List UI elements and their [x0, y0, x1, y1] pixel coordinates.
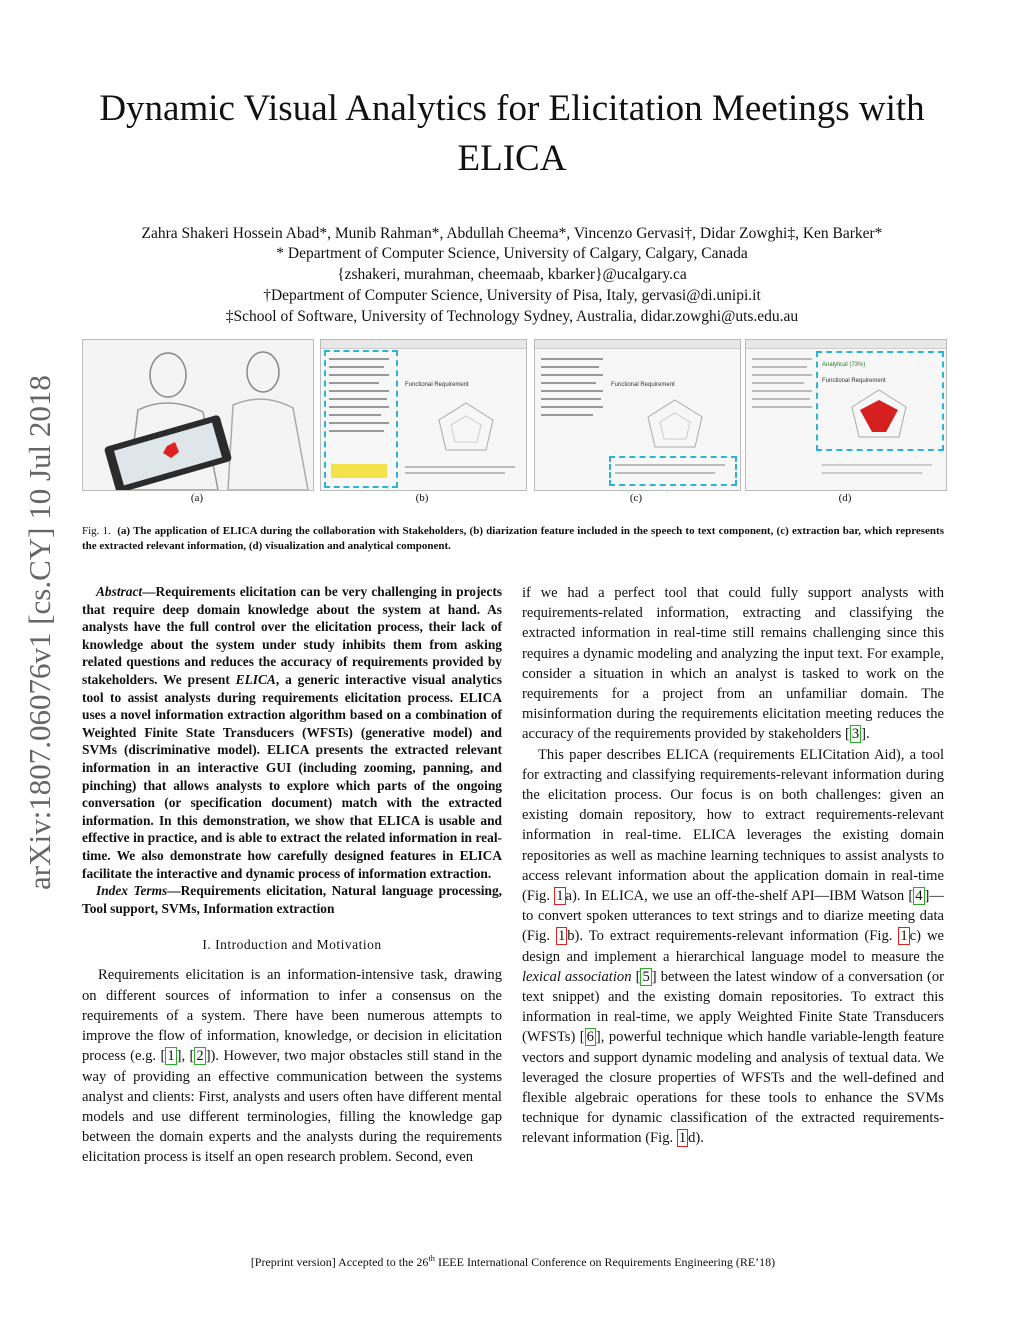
panel-b-heading: Functional Requirement	[405, 382, 469, 388]
preprint-footer: [Preprint version] Accepted to the 26th IEEE International Conference on Requirements Engineering (RE’18)	[250, 1254, 776, 1269]
left-column	[82, 583, 502, 1168]
citation-link[interactable]: 6	[586, 1029, 594, 1046]
radar-chart-icon	[431, 398, 501, 458]
abstract-label: Abstract	[96, 584, 143, 599]
section-heading-introduction: I. Introduction and Motivation	[202, 937, 382, 953]
author-list: Zahra Shakeri Hossein Abad*, Munib Rahman*, Abdullah Cheema*, Vincenzo Gervasi†, Didar Zowghi‡, Ken Barker*	[141, 225, 883, 242]
arxiv-stamp: arXiv:1807.06076v1 [cs.CY] 10 Jul 2018	[22, 375, 57, 890]
citation-link[interactable]: 2	[196, 1048, 204, 1065]
figure-sublabel-d: (d)	[838, 492, 852, 504]
citation-link[interactable]: 3	[851, 726, 860, 743]
citation-link[interactable]: 1	[167, 1048, 175, 1065]
intro-paragraph-2: This paper describes ELICA (requirements ELICitation Aid), a tool for extracting and classifying requirements-relevant information during the elicitation process. Our focus is on both challenges: given an existing domain repository, how to extract requirements-relevant information in real-time. ELICA leverages the existing domain repositories as well as machine learning techniques to assist analysts to access relevant information about the application domain in real-time (Fig. 1 a). In ELICA, we use an off-the-shelf API—IBM Watson [ 4 ]— to convert spoken utterances to text strings and to diarize meeting data (Fig. 1 b). To extract requirements-relevant information (Fig. 1 c) we design and implement a hierarchical language model to measure the lexical association [ 5 ] between the latest window of a conversation (or text snippet) and the existing domain repositories. To extract this information in real-time, we apply Weighted Finite State Transducers (WFSTs) [ 6 ], powerful technique which handle variable-length feature vectors and support dynamic modeling and analysis of textual data. We leveraged the closure properties of WFSTs and the well-defined and flexible algebraic operations for these tools to enhance the SVMs technique for dynamic classification of the extracted requirements-relevant information (Fig. 1 d).	[522, 746, 945, 1147]
affiliation-pisa: †Department of Computer Science, University of Pisa, Italy, gervasi@di.unipi.it	[263, 287, 761, 304]
citation-link[interactable]: 4	[915, 888, 923, 905]
figure-panel-c	[534, 339, 741, 491]
intro-paragraph-1: Requirements elicitation is an information-intensive task, drawing on different sources of information to infer a consensus on the requirements of a system. There have been numerous attempts to improve the flow of information, knowledge, or decision in elicitation process (e.g. [ 1 ], [ 2 ]). However, two major obstacles still stand in the way of providing an effective communication between the systems analyst and clients: First, analysts and users often have different mental models and use different terminologies, filling the knowledge gap between the domain experts and the analysts during the requirements elicitation process is itself an open research problem. Second, even	[82, 967, 502, 1166]
figure-panel-d	[745, 339, 947, 491]
elica-name: ELICA	[235, 671, 276, 687]
figure-link[interactable]: 1	[678, 1130, 687, 1147]
figure-sublabel-c: (c)	[629, 492, 643, 504]
citation-link[interactable]: 5	[642, 968, 650, 985]
lexical-association-term: lexical association	[522, 968, 632, 985]
panel-d-badge: Analytical (73%)	[822, 362, 866, 368]
emails-calgary: {zshakeri, murahman, cheemaab, kbarker}@ucalgary.ca	[337, 266, 687, 283]
index-terms: Index Terms—Requirements elicitation, Natural language processing, Tool support, SVMs, Information extraction	[82, 883, 503, 916]
figure-sublabel-a: (a)	[190, 492, 204, 504]
index-terms-label: Index Terms	[96, 883, 168, 899]
caption-prefix: Fig. 1.	[82, 525, 111, 537]
figure-panel-b	[320, 339, 527, 491]
right-column	[522, 583, 944, 1149]
caption-text: (a) The application of ELICA during the collaboration with Stakeholders, (b) diarization feature included in the speech to text component, (c) extraction bar, which represents the extracted relevant information, (d) visualization and analytical component.	[82, 525, 944, 552]
panel-d-heading: Functional Requirement	[822, 378, 886, 384]
intro-paragraph-1-cont: if we had a perfect tool that could fully support analysts with requirements-related information, extracting and classifying the extracted information in real-time still remains challenging since this requires a dynamic modeling and analyzing the input text. For example, consider a situation in which an analyst is tasked to work on the requirements for a project from an unfamiliar domain. The misinformation during the requirements elicitation meeting reduces the accuracy of the requirements provided by stakeholders [ 3 ].	[522, 585, 944, 743]
figure-link[interactable]: 1	[557, 928, 566, 945]
affiliation-uts: ‡School of Software, University of Technology Sydney, Australia, didar.zowghi@uts.edu.au	[225, 308, 799, 325]
paper-title: Dynamic Visual Analytics for Elicitation Meetings with ELICA	[99, 88, 925, 179]
figure-panel-a	[82, 339, 314, 491]
figure-link[interactable]: 1	[556, 888, 564, 905]
figure-sublabel-b: (b)	[415, 492, 429, 504]
panel-c-heading: Functional Requirement	[611, 382, 675, 388]
figure-caption	[82, 524, 944, 554]
affiliation-calgary: * Department of Computer Science, University of Calgary, Calgary, Canada	[276, 245, 748, 262]
stakeholder-meeting-sketch	[83, 340, 313, 490]
radar-chart-icon	[640, 395, 710, 455]
radar-chart-highlighted-icon	[844, 386, 914, 444]
abstract: Abstract—Requirements elicitation can be very challenging in projects that require deep domain knowledge about the system at hand. As analysts have the full control over the elicitation process, their lack of knowledge about the system under study inhibits them from asking related questions and reduces the accuracy of requirements provided by stakeholders. We present ELICA, a generic interactive visual analytics tool to assist analysts during requirements elicitation process. ELICA uses a novel information extraction algorithm based on a combination of Weighted Finite State Transducers (WFSTs) (generative model) and SVMs (discriminative model). ELICA presents the extracted relevant information in an interactive GUI (including zooming, panning, and pinching) that allows analysts to explore which parts of the ongoing conversation (or specification document) match with the extracted information. In this demonstration, we show that ELICA is usable and effective in practice, and is able to extract the related information in real-time. We also demonstrate how carefully designed features in ELICA facilitate the interactive and dynamic process of information extraction.	[82, 584, 503, 881]
figure-link[interactable]: 1	[900, 928, 908, 945]
